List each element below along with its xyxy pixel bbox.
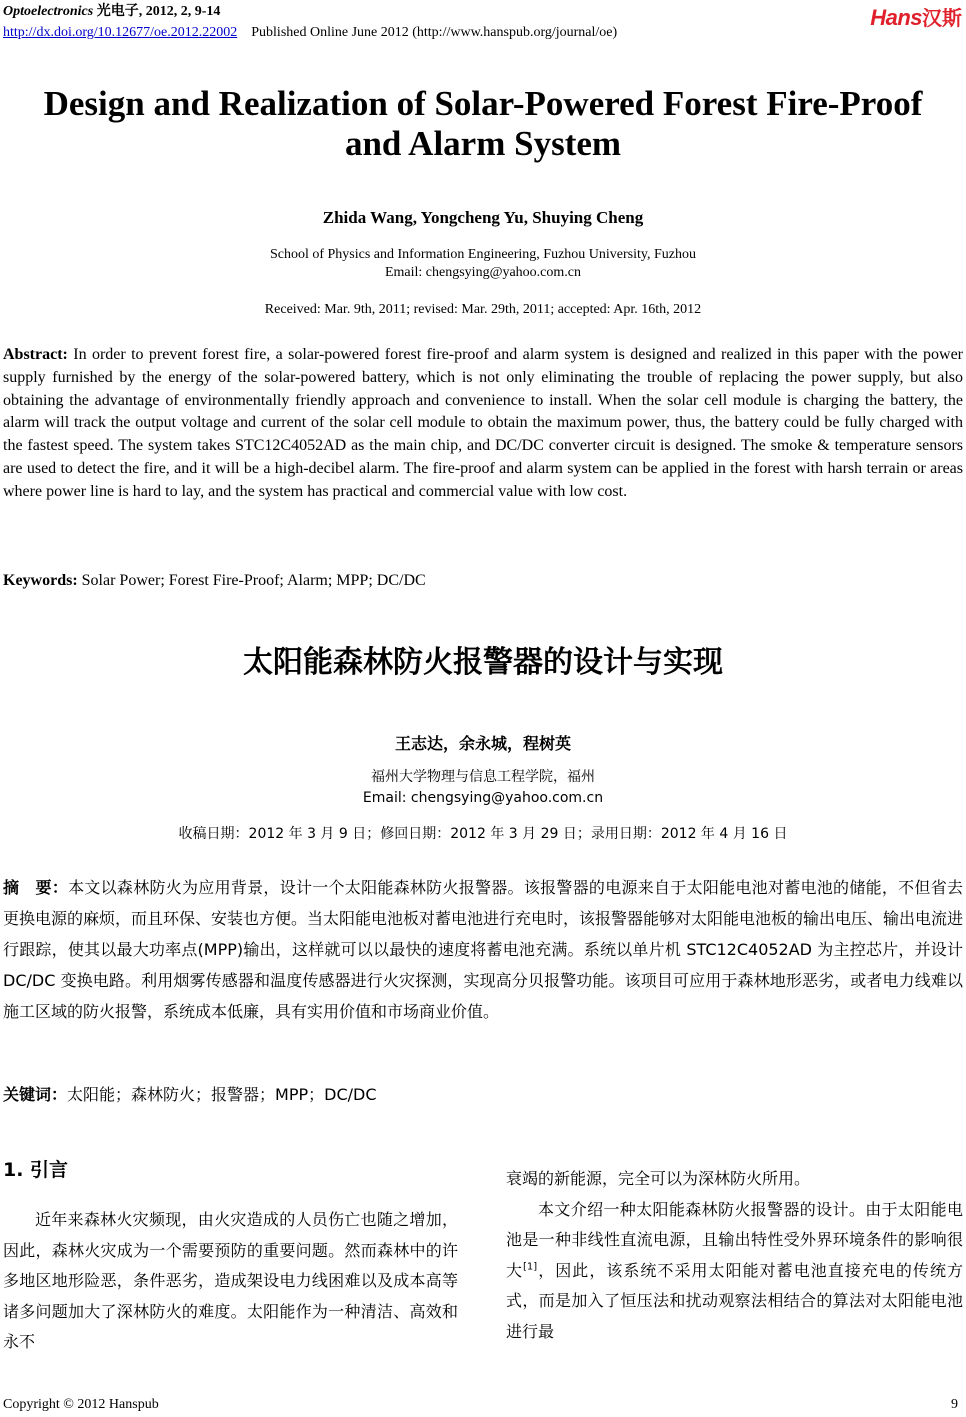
journal-name: Optoelectronics	[3, 4, 94, 19]
title-en-line2: and Alarm System	[344, 124, 622, 163]
doi-link[interactable]: http://dx.doi.org/10.12677/oe.2012.22002	[3, 25, 238, 40]
citation-ref[interactable]: [1]	[523, 1261, 538, 1273]
doi-row	[3, 24, 617, 41]
abstract-label: Abstract:	[3, 346, 68, 363]
keywords-en	[3, 571, 426, 591]
email-cn: Email: chengsying@yahoo.com.cn	[362, 790, 604, 806]
intro-right-p2a: 本文介绍一种太阳能森林防火报警器的设计。由于太阳能电池是一种非线性直流电源，且输出特性受外界环境条件的影响很大	[506, 1199, 963, 1280]
abstract-text: In order to prevent forest fire, a solar-powered forest fire-proof and alarm system is designed and realized in this paper with the power supply furnished by the energy of the solar-powered battery, which is not only eliminating the trouble of replacing the power supply, but also obtaining the advantage of environmentally friendly approach and convenience to install. When the solar cell module is charging the battery, the alarm will track the output voltage and current of the solar cell module to obtain the maximum power, thus, the battery could be fully charged with the fastest speed. The system takes STC12C4052AD as the main chip, and DC/DC converter circuit is designed. The smoke & temperature sensors are used to detect the fire, and it will be a high-decibel alarm. The fire-proof and alarm system can be applied in the forest with harsh terrain or areas where power line is hard to lay, and the system has practical and commercial value with low cost.	[3, 346, 963, 500]
intro-right-p2b: ，因此，该系统不采用太阳能对蓄电池直接充电的传统方式，而是加入了恒压法和扰动观察法相结合的算法对太阳能电池进行最	[506, 1260, 963, 1341]
paper-title-en	[0, 84, 966, 164]
keywords-cn	[3, 1084, 377, 1106]
title-en-line1: Design and Realization of Solar-Powered Forest Fire-Proof	[43, 84, 923, 123]
intro-right-p2	[506, 1195, 963, 1348]
received-dates-en: Received: Mar. 9th, 2011; revised: Mar. 29th, 2011; accepted: Apr. 16th, 2012	[264, 302, 702, 317]
section-heading-intro: 1. 引言	[3, 1159, 69, 1181]
paper-title-cn: 太阳能森林防火报警器的设计与实现	[243, 645, 723, 680]
page-number: 9	[951, 1397, 958, 1412]
abstract-cn	[3, 872, 963, 1027]
email-en: Email: chengsying@yahoo.com.cn	[384, 265, 581, 280]
journal-citation: , 2012, 2, 9-14	[138, 4, 221, 19]
intro-right-column	[506, 1164, 963, 1348]
received-dates-cn: 收稿日期：2012 年 3 月 9 日；修回日期：2012 年 3 月 29 日；录用日期：2012 年 4 月 16 日	[178, 826, 788, 842]
keywords-cn-text: 太阳能；森林防火；报警器；MPP；DC/DC	[67, 1085, 377, 1104]
keywords-cn-label: 关键词：	[3, 1085, 68, 1104]
abstract-cn-text: 本文以森林防火为应用背景，设计一个太阳能森林防火报警器。该报警器的电源来自于太阳能电池对蓄电池的储能，不但省去更换电源的麻烦，而且环保、安装也方便。当太阳能电池板对蓄电池进行充电时，该报警器能够对太阳能电池板的输出电压、输出电流进行跟踪，使其以最大功率点(MPP)输出，这样就可以以最快的速度将蓄电池充满。系统以单片机 STC12C4052AD 为主控芯片，并设计 DC/DC 变换电路。利用烟雾传感器和温度传感器进行火灾探测，实现高分贝报警功能。该项目可应用于森林地形恶劣，或者电力线难以施工区域的防火报警，系统成本低廉，具有实用价值和市场商业价值。	[3, 878, 964, 1021]
authors-cn: 王志达，余永城，程树英	[394, 734, 571, 753]
journal-header	[3, 3, 220, 20]
copyright: Copyright © 2012 Hanspub	[3, 1397, 159, 1412]
logo-en: Hans	[870, 5, 922, 30]
hans-logo	[870, 2, 962, 30]
abstract-cn-label: 摘 要：	[3, 878, 69, 897]
affiliation-en: School of Physics and Information Engineering, Fuzhou University, Fuzhou	[269, 247, 697, 262]
intro-right-p1: 衰竭的新能源，完全可以为深林防火所用。	[506, 1169, 811, 1188]
authors-en: Zhida Wang, Yongcheng Yu, Shuying Cheng	[322, 208, 644, 227]
logo-cn: 汉斯	[922, 6, 962, 30]
intro-left-column: 近年来森林火灾频现，由火灾造成的人员伤亡也随之增加，因此，森林火灾成为一个需要预防的重要问题。然而森林中的许多地区地形险恶，条件恶劣，造成架设电力线困难以及成本高等诸多问题加大了深林防火的难度。太阳能作为一种清洁、高效和永不	[3, 1210, 458, 1352]
keywords-label: Keywords:	[3, 572, 78, 589]
abstract-en	[3, 344, 963, 504]
keywords-text: Solar Power; Forest Fire-Proof; Alarm; MPP; DC/DC	[77, 572, 426, 589]
published-text: Published Online June 2012 (http://www.hanspub.org/journal/oe)	[251, 25, 618, 40]
affiliation-cn: 福州大学物理与信息工程学院，福州	[371, 769, 595, 785]
journal-name-cn: 光电子	[96, 4, 139, 19]
